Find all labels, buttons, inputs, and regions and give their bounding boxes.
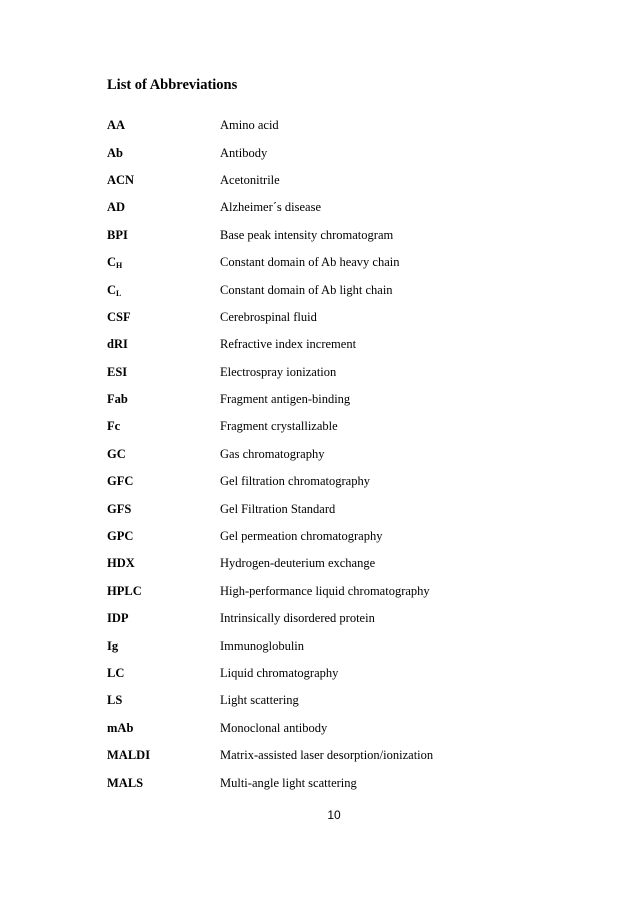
abbreviation-row [107, 139, 433, 166]
abbreviation-term [107, 776, 220, 791]
abbreviation-subscript: L [116, 288, 122, 298]
abbreviation-definition: Matrix-assisted laser desorption/ionization [220, 748, 434, 763]
abbreviation-term-text: MALS [107, 775, 144, 790]
abbreviation-term-text: HDX [107, 556, 135, 571]
abbreviation-term [107, 310, 220, 325]
abbreviation-list [107, 112, 433, 797]
page-title: List of Abbreviations [107, 77, 238, 93]
abbreviation-term [107, 365, 220, 380]
abbreviation-term-text: dRI [107, 337, 128, 352]
abbreviation-row [107, 715, 433, 742]
abbreviation-term [107, 118, 220, 133]
abbreviation-definition: Multi-angle light scattering [220, 775, 357, 790]
abbreviation-term-text: C [107, 255, 117, 270]
abbreviation-term-text: AA [107, 118, 126, 133]
abbreviation-row [107, 578, 433, 605]
abbreviation-term-text: Fc [107, 419, 121, 434]
abbreviation-definition: Monoclonal antibody [220, 720, 328, 735]
abbreviation-definition: Constant domain of Ab light chain [220, 282, 393, 297]
abbreviation-term [107, 337, 220, 352]
abbreviation-row [107, 468, 433, 495]
abbreviation-term-text: HPLC [107, 583, 142, 598]
abbreviation-row [107, 249, 433, 276]
abbreviation-row [107, 632, 433, 659]
abbreviation-definition: Antibody [220, 145, 268, 160]
abbreviation-row [107, 495, 433, 522]
abbreviation-definition: Immunoglobulin [220, 638, 305, 653]
abbreviation-row [107, 550, 433, 577]
abbreviation-term-text: LC [107, 666, 125, 680]
abbreviation-term [107, 283, 220, 298]
abbreviation-term-text: ESI [107, 364, 128, 379]
abbreviation-definition: High-performance liquid chromatography [220, 583, 430, 598]
abbreviation-definition: Gel Filtration Standard [220, 501, 336, 516]
abbreviation-row [107, 386, 433, 413]
abbreviation-definition: Liquid chromatography [220, 666, 339, 680]
abbreviation-term-text: AD [107, 200, 126, 215]
abbreviation-row [107, 660, 433, 687]
abbreviation-row [107, 276, 433, 303]
abbreviation-definition: Base peak intensity chromatogram [220, 227, 394, 242]
abbreviation-term [107, 611, 220, 626]
abbreviation-term-text: C [107, 282, 117, 297]
abbreviation-definition: Refractive index increment [220, 337, 357, 352]
abbreviation-row [107, 441, 433, 468]
abbreviation-row [107, 413, 433, 440]
abbreviation-term-text: ACN [107, 172, 135, 187]
abbreviation-term [107, 529, 220, 544]
abbreviation-term [107, 556, 220, 571]
abbreviation-term [107, 173, 220, 188]
abbreviation-term [107, 748, 220, 763]
abbreviation-term-text: LS [107, 693, 123, 708]
abbreviation-definition: Light scattering [220, 693, 299, 708]
abbreviation-definition: Hydrogen-deuterium exchange [220, 556, 376, 571]
abbreviation-definition: Acetonitrile [220, 172, 280, 187]
abbreviation-definition: Gel permeation chromatography [220, 529, 383, 544]
abbreviation-term-text: Ab [107, 145, 123, 160]
abbreviation-row [107, 222, 433, 249]
abbreviation-definition: Gel filtration chromatography [220, 474, 370, 489]
abbreviation-term [107, 228, 220, 243]
abbreviation-definition: Gas chromatography [220, 446, 325, 461]
abbreviation-definition: Amino acid [220, 118, 279, 133]
abbreviation-row [107, 304, 433, 331]
abbreviation-term [107, 392, 220, 407]
abbreviation-row [107, 112, 433, 139]
abbreviation-definition: Fragment crystallizable [220, 419, 338, 434]
abbreviation-definition: Fragment antigen-binding [220, 392, 351, 407]
abbreviation-term-text: MALDI [107, 748, 151, 763]
abbreviation-row [107, 194, 433, 221]
abbreviation-term [107, 447, 220, 462]
abbreviation-term [107, 419, 220, 434]
abbreviation-term [107, 693, 220, 708]
abbreviation-row [107, 605, 433, 632]
abbreviation-term-text: Ig [107, 638, 119, 653]
abbreviation-term-text: Fab [107, 392, 128, 407]
abbreviation-definition: Electrospray ionization [220, 364, 337, 379]
abbreviation-row [107, 167, 433, 194]
abbreviation-term [107, 584, 220, 599]
abbreviation-definition: Cerebrospinal fluid [220, 309, 317, 324]
abbreviation-row [107, 687, 433, 714]
abbreviation-definition: Alzheimer´s disease [220, 200, 322, 215]
abbreviation-term [107, 255, 220, 270]
abbreviation-term-text: GPC [107, 529, 134, 544]
abbreviation-row [107, 331, 433, 358]
abbreviation-term-text: GFS [107, 501, 132, 516]
abbreviation-term-text: mAb [107, 720, 134, 735]
abbreviation-term [107, 146, 220, 161]
abbreviation-term-text: CSF [107, 309, 131, 324]
abbreviation-row [107, 523, 433, 550]
abbreviation-row [107, 769, 433, 796]
abbreviation-row [107, 742, 433, 769]
abbreviation-term [107, 721, 220, 736]
abbreviation-term-text: GC [107, 446, 126, 461]
abbreviation-term-text: BPI [107, 227, 128, 242]
abbreviation-term [107, 666, 220, 681]
abbreviation-term-text: IDP [107, 611, 129, 626]
abbreviation-term [107, 474, 220, 489]
abbreviation-term [107, 502, 220, 517]
abbreviation-definition: Intrinsically disordered protein [220, 611, 375, 626]
abbreviation-term [107, 639, 220, 654]
abbreviation-term [107, 200, 220, 215]
abbreviation-term-text: GFC [107, 474, 134, 489]
page-number: 10 [327, 808, 341, 822]
abbreviation-definition: Constant domain of Ab heavy chain [220, 255, 400, 270]
abbreviation-subscript: H [116, 261, 123, 271]
abbreviation-row [107, 359, 433, 386]
